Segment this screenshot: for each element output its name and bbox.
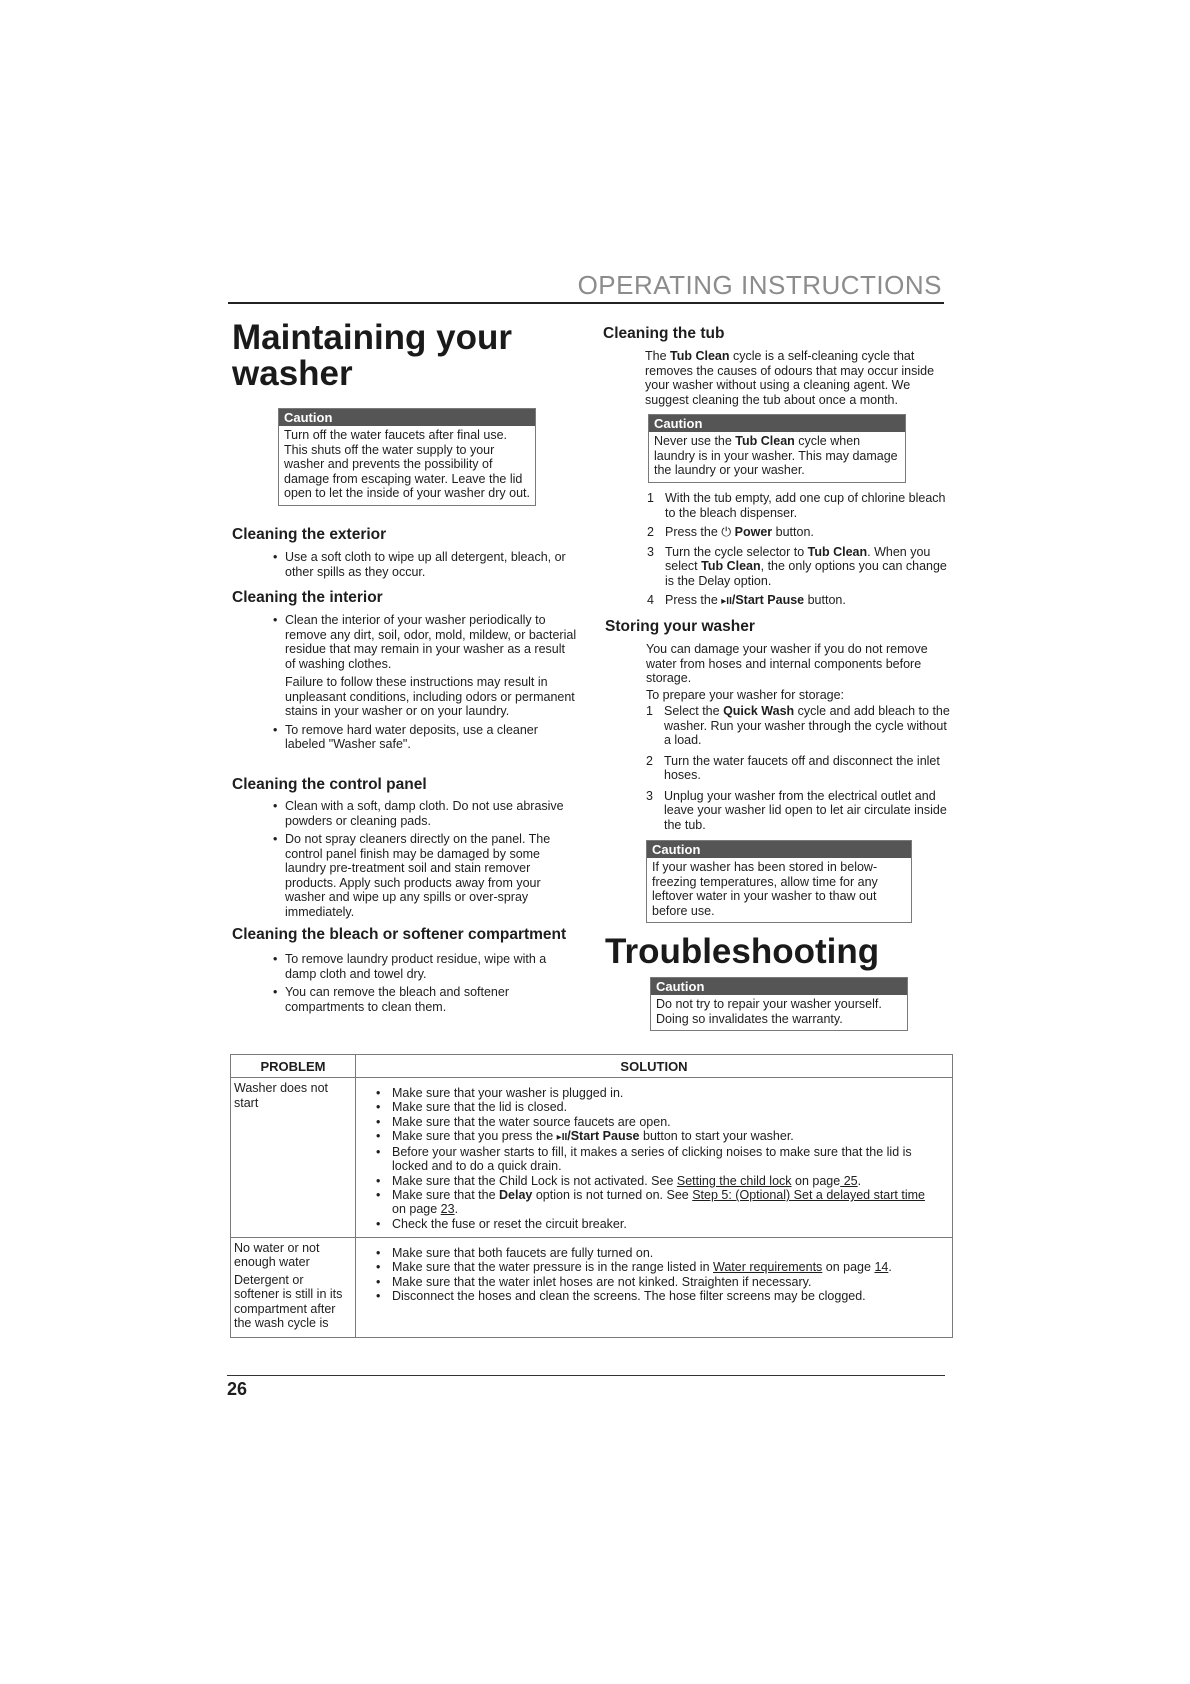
list-item: • Make sure that both faucets are fully turned on. bbox=[376, 1245, 654, 1260]
link-water-requirements[interactable]: Water requirements bbox=[713, 1260, 823, 1275]
column-header-problem: PROBLEM bbox=[231, 1055, 356, 1078]
link-page-14[interactable]: 14 bbox=[874, 1260, 889, 1275]
power-icon: ⏻ bbox=[721, 525, 732, 539]
storing-steps bbox=[646, 704, 952, 832]
tub-steps bbox=[647, 491, 947, 615]
list-item: • Make sure that the lid is closed. bbox=[376, 1100, 568, 1115]
exterior-list bbox=[273, 550, 573, 583]
caution-box-repair bbox=[650, 977, 908, 1031]
list-item: • Make sure that the water pressure is in the range listed in Water requirements on page 14. bbox=[376, 1260, 892, 1275]
link-page-25[interactable]: 25 bbox=[840, 1173, 858, 1188]
heading-cleaning-exterior: Cleaning the exterior bbox=[232, 526, 387, 543]
page-number: 26 bbox=[227, 1379, 248, 1399]
list-item: • Make sure that the Delay option is not turned on. See Step 5: (Optional) Set a delayed start time on page 23. bbox=[376, 1188, 925, 1217]
storing-para: You can damage your washer if you do not remove water from hoses and internal components before storage. bbox=[646, 642, 928, 685]
table-row bbox=[231, 1078, 953, 1238]
step-item: 1 Select the Quick Wash cycle and add bleach to the washer. Run your washer through the cycle without a load. bbox=[646, 704, 950, 747]
table-row bbox=[231, 1237, 953, 1337]
problem-cell: Washer does not start bbox=[231, 1078, 356, 1238]
list-item: • Check the fuse or reset the circuit breaker. bbox=[376, 1216, 627, 1231]
list-item: • To remove hard water deposits, use a cleaner labeled "Washer safe". bbox=[273, 722, 538, 751]
link-setting-child-lock[interactable]: Setting the child lock bbox=[676, 1173, 792, 1188]
solution-cell bbox=[356, 1078, 953, 1238]
caution-label: Caution bbox=[279, 409, 535, 426]
caution-text: Never use the Tub Clean cycle when laundry is in your washer. This may damage the laundry or your washer. bbox=[654, 434, 898, 477]
list-item: • Use a soft cloth to wipe up all detergent, bleach, or other spills as they occur. bbox=[273, 550, 566, 579]
control-panel-list bbox=[273, 799, 583, 923]
list-item: • You can remove the bleach and softener compartments to clean them. bbox=[273, 985, 509, 1014]
list-item: • Clean the interior of your washer periodically to remove any dirt, soil, odor, mold, mildew, or bacterial residue that may remain in your washer as a result of washing clothes. bbox=[273, 613, 577, 671]
step-item: 3 Unplug your washer from the electrical outlet and leave your washer lid open to let air circulate inside the tub. bbox=[646, 788, 947, 832]
caution-text: If your washer has been stored in below-freezing temperatures, allow time for any leftover water in your washer to thaw out before use. bbox=[652, 860, 878, 918]
caution-box-freezing bbox=[646, 840, 912, 923]
heading-cleaning-bleach-compartment: Cleaning the bleach or softener compartment bbox=[232, 926, 567, 943]
step-item: 3 Turn the cycle selector to Tub Clean. When you select Tub Clean, the only options you can change is the Delay option. bbox=[647, 544, 947, 588]
list-item: • Make sure that the water inlet hoses are not kinked. Straighten if necessary. bbox=[376, 1274, 812, 1289]
storing-prepare: To prepare your washer for storage: bbox=[646, 687, 845, 702]
list-item: • Make sure that you press the ▸II/Start Pause button to start your washer. bbox=[376, 1128, 794, 1143]
caution-text: Turn off the water faucets after final use. This shuts off the water supply to your washer and prevents the possibility of damage from escaping water. Leave the lid open to let the inside of your washer dry out. bbox=[284, 428, 530, 500]
list-item: • Clean with a soft, damp cloth. Do not use abrasive powders or cleaning pads. bbox=[273, 799, 564, 828]
heading-cleaning-interior: Cleaning the interior bbox=[232, 589, 383, 606]
play-pause-icon: ▸II bbox=[721, 596, 732, 607]
link-page-23[interactable]: 23 bbox=[440, 1202, 455, 1217]
play-pause-icon: ▸II bbox=[556, 1131, 568, 1143]
heading-cleaning-tub: Cleaning the tub bbox=[603, 325, 725, 342]
bleach-list bbox=[273, 952, 578, 1018]
step-item: 2 Press the ⏻ Power button. bbox=[647, 525, 814, 539]
step-item: 2 Turn the water faucets off and disconnect the inlet hoses. bbox=[646, 753, 940, 782]
list-item: • To remove laundry product residue, wipe with a damp cloth and towel dry. bbox=[273, 952, 547, 981]
list-item: • Make sure that the water source faucets are open. bbox=[376, 1114, 671, 1129]
footer-divider bbox=[227, 1375, 945, 1376]
caution-box-final-use bbox=[278, 408, 536, 506]
table-header-row bbox=[231, 1055, 953, 1078]
section-header-title: OPERATING INSTRUCTIONS bbox=[577, 270, 942, 300]
interior-note: Failure to follow these instructions may result in unpleasant conditions, including odors or permanent stains in your washer or on your laundry. bbox=[285, 675, 575, 718]
maintaining-title: Maintaining your washer bbox=[232, 318, 512, 393]
troubleshooting-title: Troubleshooting bbox=[605, 932, 880, 971]
link-set-delayed-start[interactable]: Step 5: (Optional) Set a delayed start time bbox=[692, 1188, 925, 1203]
tub-intro: The Tub Clean cycle is a self-cleaning cycle that removes the causes of odours that may occur inside your washer without using a cleaning agent. We suggest cleaning the tub about once a month. bbox=[645, 349, 935, 407]
list-item: • Make sure that the Child Lock is not activated. See Setting the child lock on page 25. bbox=[376, 1173, 862, 1188]
heading-cleaning-control-panel: Cleaning the control panel bbox=[232, 776, 427, 793]
list-item: • Do not spray cleaners directly on the panel. The control panel finish may be damaged by some laundry pre-treatment soil and stain remover products. Apply such products away from your washer and wipe up any spills or over-spray immediately. bbox=[273, 832, 551, 919]
caution-box-tub-clean bbox=[648, 414, 906, 483]
list-item: • Before your washer starts to fill, it makes a series of clicking noises to make sure that the lid is locked and to do a quick drain. bbox=[376, 1145, 912, 1174]
problem-cell: No water or not enough water Detergent or softener is still in its compartment after the wash cycle is bbox=[231, 1237, 356, 1337]
caution-label: Caution bbox=[647, 841, 911, 858]
caution-text: Do not try to repair your washer yourself. Doing so invalidates the warranty. bbox=[656, 997, 882, 1026]
header-divider bbox=[228, 302, 944, 304]
caution-label: Caution bbox=[649, 415, 905, 432]
list-item: • Make sure that your washer is plugged in. bbox=[376, 1086, 624, 1100]
list-item: • Disconnect the hoses and clean the screens. The hose filter screens may be clogged. bbox=[376, 1288, 866, 1303]
column-header-solution: SOLUTION bbox=[356, 1055, 953, 1078]
interior-list bbox=[273, 613, 578, 756]
troubleshooting-table bbox=[230, 1054, 953, 1338]
storing-section bbox=[646, 642, 952, 837]
solution-cell bbox=[356, 1237, 953, 1337]
step-item: 4 Press the ▸II/Start Pause button. bbox=[647, 593, 846, 607]
step-item: 1 With the tub empty, add one cup of chlorine bleach to the bleach dispenser. bbox=[647, 491, 946, 520]
caution-label: Caution bbox=[651, 978, 907, 995]
heading-storing-washer: Storing your washer bbox=[605, 618, 755, 635]
